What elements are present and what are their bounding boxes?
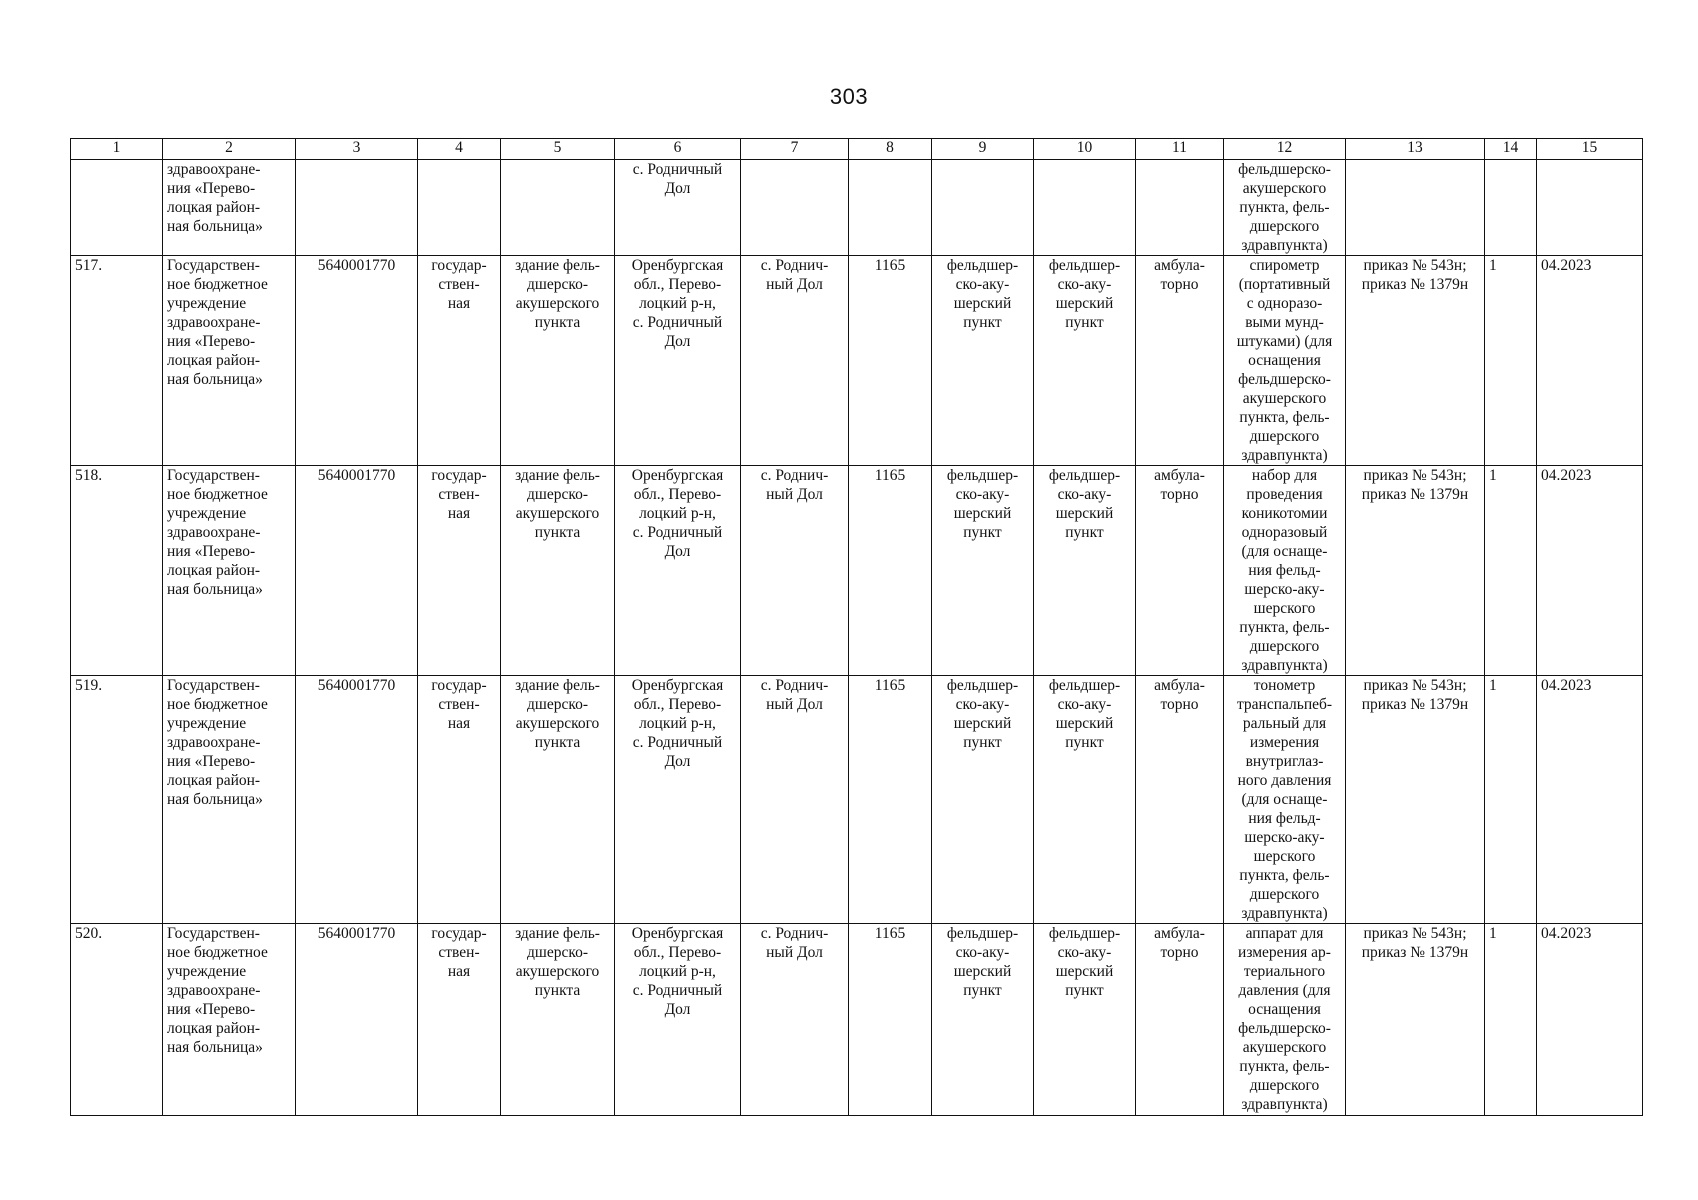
cell-code: 1165 xyxy=(849,676,932,924)
cell-locality: с. Роднич- ный Дол xyxy=(741,466,849,676)
cell-equipment: аппарат для измерения ар- териального давления (для оснащения фельдшерско- акушерского пункта, фель- дшерского здравпункта) xyxy=(1224,924,1346,1116)
cell-ownership xyxy=(418,160,501,256)
cell-ownership: государ- ствен- ная xyxy=(418,924,501,1116)
continued-row xyxy=(71,160,1643,256)
cell-care: амбула- торно xyxy=(1136,256,1224,466)
cell-orders: приказ № 543н; приказ № 1379н xyxy=(1346,924,1485,1116)
cell-date: 04.2023 xyxy=(1537,256,1643,466)
cell-orders xyxy=(1346,160,1485,256)
cell-date xyxy=(1537,160,1643,256)
table-row xyxy=(71,924,1643,1116)
cell-inn: 5640001770 xyxy=(296,676,418,924)
column-header: 11 xyxy=(1136,139,1224,160)
column-header: 2 xyxy=(163,139,296,160)
cell-org: здравоохране- ния «Перево- лоцкая район- ная больница» xyxy=(163,160,296,256)
cell-type10 xyxy=(1034,160,1136,256)
cell-code: 1165 xyxy=(849,466,932,676)
cell-org: Государствен- ное бюджетное учреждение здравоохране- ния «Перево- лоцкая район- ная больница» xyxy=(163,924,296,1116)
cell-qty: 1 xyxy=(1485,256,1537,466)
cell-equipment: набор для проведения коникотомии одноразовый (для оснаще- ния фельд- шерско-аку- шерского пункта, фель- дшерского здравпункта) xyxy=(1224,466,1346,676)
table-row xyxy=(71,676,1643,924)
cell-type10: фельдшер- ско-аку- шерский пункт xyxy=(1034,924,1136,1116)
cell-ownership: государ- ствен- ная xyxy=(418,466,501,676)
cell-address: Оренбургская обл., Перево- лоцкий р-н, с. Родничный Дол xyxy=(615,466,741,676)
cell-num: 520. xyxy=(71,924,163,1116)
page-number: 303 xyxy=(829,84,869,109)
cell-type9: фельдшер- ско-аку- шерский пункт xyxy=(932,676,1034,924)
cell-locality xyxy=(741,160,849,256)
cell-code: 1165 xyxy=(849,256,932,466)
cell-ownership: государ- ствен- ная xyxy=(418,256,501,466)
cell-care xyxy=(1136,160,1224,256)
cell-num: 519. xyxy=(71,676,163,924)
cell-building: здание фель- дшерско- акушерского пункта xyxy=(501,924,615,1116)
cell-qty: 1 xyxy=(1485,676,1537,924)
cell-type9 xyxy=(932,160,1034,256)
cell-org: Государствен- ное бюджетное учреждение здравоохране- ния «Перево- лоцкая район- ная больница» xyxy=(163,466,296,676)
cell-locality: с. Роднич- ный Дол xyxy=(741,256,849,466)
column-header: 14 xyxy=(1485,139,1537,160)
column-header: 9 xyxy=(932,139,1034,160)
cell-num: 517. xyxy=(71,256,163,466)
cell-care: амбула- торно xyxy=(1136,676,1224,924)
column-header: 12 xyxy=(1224,139,1346,160)
column-header: 6 xyxy=(615,139,741,160)
cell-building: здание фель- дшерско- акушерского пункта xyxy=(501,466,615,676)
table-row xyxy=(71,256,1643,466)
column-header: 3 xyxy=(296,139,418,160)
cell-ownership: государ- ствен- ная xyxy=(418,676,501,924)
cell-inn: 5640001770 xyxy=(296,924,418,1116)
cell-qty xyxy=(1485,160,1537,256)
cell-type10: фельдшер- ско-аку- шерский пункт xyxy=(1034,256,1136,466)
cell-org: Государствен- ное бюджетное учреждение здравоохране- ния «Перево- лоцкая район- ная больница» xyxy=(163,676,296,924)
cell-num: 518. xyxy=(71,466,163,676)
cell-date: 04.2023 xyxy=(1537,676,1643,924)
column-header: 1 xyxy=(71,139,163,160)
column-header: 4 xyxy=(418,139,501,160)
cell-orders: приказ № 543н; приказ № 1379н xyxy=(1346,256,1485,466)
cell-inn xyxy=(296,160,418,256)
cell-address: с. Родничный Дол xyxy=(615,160,741,256)
cell-qty: 1 xyxy=(1485,466,1537,676)
cell-equipment: спирометр (портативный с одноразо- выми мунд- штуками) (для оснащения фельдшерско- акушерского пункта, фель- дшерского здравпункта) xyxy=(1224,256,1346,466)
cell-orders: приказ № 543н; приказ № 1379н xyxy=(1346,676,1485,924)
column-header: 5 xyxy=(501,139,615,160)
cell-qty: 1 xyxy=(1485,924,1537,1116)
cell-date: 04.2023 xyxy=(1537,466,1643,676)
cell-date: 04.2023 xyxy=(1537,924,1643,1116)
cell-equipment: фельдшерско- акушерского пункта, фель- дшерского здравпункта) xyxy=(1224,160,1346,256)
cell-type9: фельдшер- ско-аку- шерский пункт xyxy=(932,924,1034,1116)
column-header: 13 xyxy=(1346,139,1485,160)
column-header: 8 xyxy=(849,139,932,160)
cell-num xyxy=(71,160,163,256)
cell-address: Оренбургская обл., Перево- лоцкий р-н, с. Родничный Дол xyxy=(615,924,741,1116)
column-header: 10 xyxy=(1034,139,1136,160)
cell-type10: фельдшер- ско-аку- шерский пункт xyxy=(1034,466,1136,676)
cell-building: здание фель- дшерско- акушерского пункта xyxy=(501,676,615,924)
registry-table xyxy=(70,138,1643,1116)
cell-org: Государствен- ное бюджетное учреждение здравоохране- ния «Перево- лоцкая район- ная больница» xyxy=(163,256,296,466)
cell-address: Оренбургская обл., Перево- лоцкий р-н, с. Родничный Дол xyxy=(615,256,741,466)
table-row xyxy=(71,466,1643,676)
cell-type10: фельдшер- ско-аку- шерский пункт xyxy=(1034,676,1136,924)
cell-equipment: тонометр транспальпеб- ральный для измерения внутриглаз- ного давления (для оснаще- ния фельд- шерско-аку- шерского пункта, фель- дшерского здравпункта) xyxy=(1224,676,1346,924)
column-header: 15 xyxy=(1537,139,1643,160)
cell-care: амбула- торно xyxy=(1136,466,1224,676)
column-number-row xyxy=(71,139,1643,160)
cell-care: амбула- торно xyxy=(1136,924,1224,1116)
cell-type9: фельдшер- ско-аку- шерский пункт xyxy=(932,256,1034,466)
cell-locality: с. Роднич- ный Дол xyxy=(741,676,849,924)
cell-locality: с. Роднич- ный Дол xyxy=(741,924,849,1116)
cell-type9: фельдшер- ско-аку- шерский пункт xyxy=(932,466,1034,676)
cell-building xyxy=(501,160,615,256)
cell-code: 1165 xyxy=(849,924,932,1116)
cell-orders: приказ № 543н; приказ № 1379н xyxy=(1346,466,1485,676)
cell-inn: 5640001770 xyxy=(296,466,418,676)
cell-code xyxy=(849,160,932,256)
cell-address: Оренбургская обл., Перево- лоцкий р-н, с. Родничный Дол xyxy=(615,676,741,924)
column-header: 7 xyxy=(741,139,849,160)
cell-inn: 5640001770 xyxy=(296,256,418,466)
cell-building: здание фель- дшерско- акушерского пункта xyxy=(501,256,615,466)
